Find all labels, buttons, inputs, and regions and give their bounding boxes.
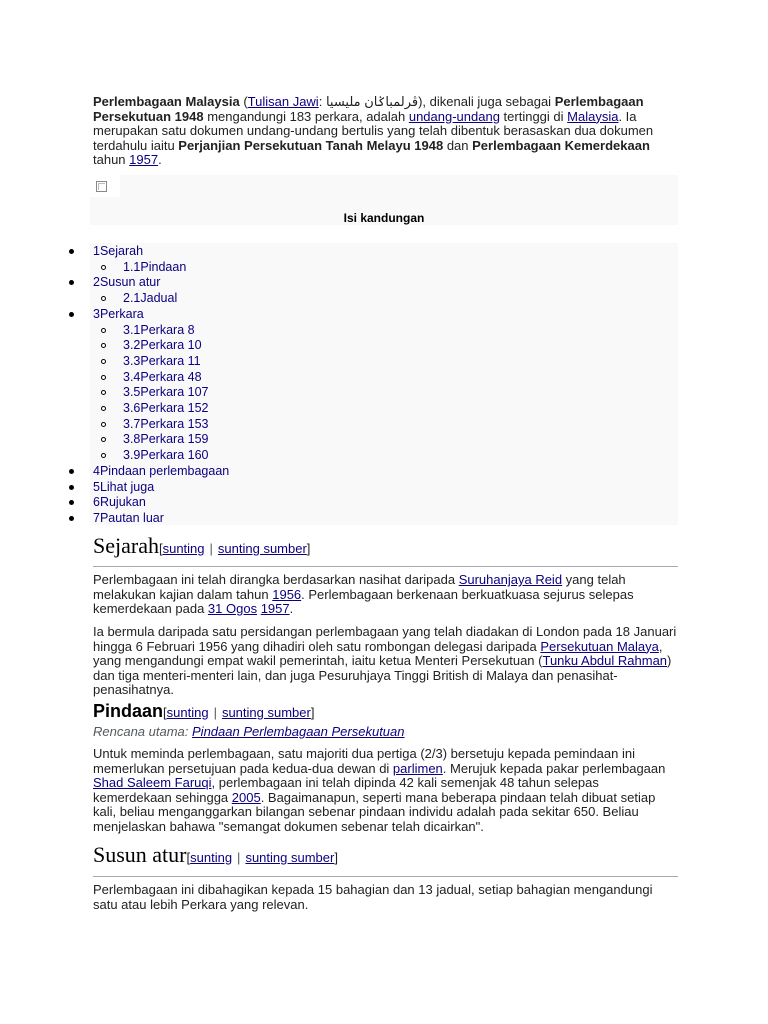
toc-item-number: 5 bbox=[93, 479, 100, 494]
sunting-link[interactable]: sunting bbox=[162, 541, 205, 556]
toc-item[interactable] bbox=[123, 370, 202, 384]
tunku-abdul-rahman-link[interactable]: Tunku Abdul Rahman bbox=[542, 653, 668, 669]
toc-item-number: 3.9 bbox=[123, 448, 141, 463]
edit-links: [sunting | sunting sumber] bbox=[158, 541, 311, 556]
undang-undang-link[interactable]: undang-undang bbox=[408, 108, 500, 124]
toc-item[interactable] bbox=[93, 275, 160, 289]
toc-item-label[interactable]: Perkara 8 bbox=[140, 322, 195, 337]
toc-item-label[interactable]: Perkara 48 bbox=[140, 369, 202, 384]
toc-item-label[interactable]: Sejarah bbox=[99, 244, 144, 258]
main-article-link[interactable]: Pindaan Perlembagaan Persekutuan bbox=[192, 724, 405, 739]
pindaan-paragraph: Untuk meminda perlembagaan, satu majoriti dua pertiga (2/3) bersetuju kepada pemindaan ini memerlukan persetujuan pada kedua-dua dewan di parlimen. Merujuk kepada pakar perlembagaan Shad Saleem Faruqi, perlembagaan ini telah dipinda 42 kali semenjak 48 tahun selepas kemerdekaan sehingga 2005. Bagaimanapun, seperti mana beberapa pindaan telah dibuat setiap kali, beliau menganggarkan bilangan sebenar pindaan individu adalah pada sekitar 650. Beliau menjelaskan bahawa "semangat dokumen sebenar telah dicairkan". bbox=[93, 746, 666, 834]
bullet-circle-icon bbox=[101, 359, 106, 364]
parlimen-link[interactable]: parlimen bbox=[392, 760, 443, 776]
toc-item-number: 3 bbox=[93, 306, 100, 321]
bullet-dot-icon bbox=[69, 312, 74, 317]
jawi-link[interactable]: Tulisan Jawi bbox=[247, 94, 319, 109]
heading-pindaan: Pindaan[sunting | sunting sumber] bbox=[93, 701, 315, 721]
toc-item[interactable] bbox=[123, 432, 209, 446]
toc-item[interactable] bbox=[123, 354, 201, 368]
sunting-sumber-link[interactable]: sunting sumber bbox=[217, 541, 307, 556]
toc-item-label[interactable]: Perkara 159 bbox=[140, 432, 209, 447]
main-article-note: Rencana utama: Pindaan Perlembagaan Persekutuan bbox=[93, 724, 405, 739]
toc-item-number: 2 bbox=[93, 275, 100, 290]
toc-item-number: 3.2 bbox=[123, 338, 141, 353]
bullet-circle-icon bbox=[101, 406, 106, 411]
edit-links: [sunting | sunting sumber] bbox=[186, 850, 338, 865]
toc-header bbox=[90, 175, 678, 225]
toc-item-number: 3.7 bbox=[123, 416, 141, 431]
toc-item[interactable] bbox=[123, 338, 202, 352]
toc-item-label[interactable]: Perkara 160 bbox=[140, 448, 209, 463]
toc-item-label[interactable]: Pindaan bbox=[140, 259, 187, 274]
toc-toggle[interactable] bbox=[90, 175, 120, 197]
bullet-circle-icon bbox=[101, 328, 106, 333]
article-title: Perlembagaan Malaysia bbox=[93, 94, 240, 109]
susun-atur-paragraph: Perlembagaan ini dibahagikan kepada 15 bahagian dan 13 jadual, setiap bahagian mengandungi satu atau lebih Perkara yang relevan. bbox=[93, 882, 653, 912]
sunting-sumber-link[interactable]: sunting sumber bbox=[221, 705, 311, 720]
bullet-circle-icon bbox=[101, 375, 106, 380]
sunting-link[interactable]: sunting bbox=[166, 705, 209, 720]
toc-item[interactable] bbox=[93, 464, 229, 478]
edit-links: [sunting | sunting sumber] bbox=[163, 705, 315, 720]
heading-divider bbox=[93, 876, 678, 877]
toc-item-label[interactable]: Jadual bbox=[140, 291, 178, 306]
toc-item[interactable] bbox=[93, 244, 143, 258]
toc-item-label[interactable]: Perkara bbox=[99, 306, 144, 321]
year-2005-link[interactable]: 2005 bbox=[231, 789, 261, 805]
toc-item[interactable] bbox=[123, 291, 177, 305]
heading-susun-atur: Susun atur[sunting | sunting sumber] bbox=[93, 842, 338, 867]
toc-item-label[interactable]: Rujukan bbox=[99, 495, 146, 510]
bullet-dot-icon bbox=[69, 280, 74, 285]
sunting-link[interactable]: sunting bbox=[190, 850, 233, 865]
toc-item-number: 3.3 bbox=[123, 353, 141, 368]
toc-item[interactable] bbox=[93, 495, 146, 509]
heading-sejarah: Sejarah[sunting | sunting sumber] bbox=[93, 533, 311, 558]
bullet-dot-icon bbox=[69, 249, 74, 254]
toc-item[interactable] bbox=[123, 401, 209, 415]
toc-item[interactable] bbox=[123, 385, 209, 399]
toc-item-number: 3.8 bbox=[123, 432, 141, 447]
bullet-dot-icon bbox=[69, 516, 74, 521]
checkbox-icon[interactable] bbox=[96, 181, 107, 192]
toc-item-label[interactable]: Lihat juga bbox=[99, 479, 155, 494]
toc-item-number: 6 bbox=[93, 495, 100, 510]
toc-item-label[interactable]: Perkara 153 bbox=[140, 416, 209, 431]
malaysia-link[interactable]: Malaysia bbox=[567, 108, 619, 124]
toc-item-number: 7 bbox=[93, 510, 100, 525]
31-ogos-link[interactable]: 31 Ogos bbox=[207, 601, 258, 617]
bullet-circle-icon bbox=[101, 265, 106, 270]
toc-item-number: 2.1 bbox=[123, 291, 141, 306]
toc-item-label[interactable]: Perkara 152 bbox=[140, 401, 209, 415]
sejarah-paragraph-2: Ia bermula daripada satu persidangan perlembagaan yang telah diadakan di London pada 18 Januari hingga 6 Februari 1956 yang dihadiri oleh satu rombongan delegasi daripada Persekutuan Malaya, yang mengandungi empat wakil pemerintah, iaitu ketua Menteri Persekutuan (Tunku Abdul Rahman) dan tiga menteri-menteri lain, dan juga Pesuruhjaya Tinggi British di Malaya dan penasihat-penasihatnya. bbox=[93, 624, 677, 698]
toc-item-number: 4 bbox=[93, 463, 100, 478]
toc-title: Isi kandungan bbox=[343, 211, 425, 225]
year-1956-link[interactable]: 1956 bbox=[272, 586, 302, 602]
toc-item-label[interactable]: Pautan luar bbox=[99, 510, 164, 525]
toc-item[interactable] bbox=[93, 307, 144, 321]
toc-item-number: 3.1 bbox=[123, 322, 141, 337]
toc-item-number: 3.4 bbox=[123, 369, 141, 384]
toc-item[interactable] bbox=[93, 511, 164, 525]
toc-item-label[interactable]: Susun atur bbox=[99, 275, 161, 290]
heading-divider bbox=[93, 566, 678, 567]
year-1957-link[interactable]: 1957 bbox=[129, 152, 159, 168]
bullet-dot-icon bbox=[69, 500, 74, 505]
toc-list bbox=[90, 243, 678, 525]
suruhanjaya-reid-link[interactable]: Suruhanjaya Reid bbox=[458, 572, 563, 587]
toc-item-label[interactable]: Perkara 10 bbox=[140, 338, 202, 353]
jawi-text: : ڤرلمباݢان مليسيا bbox=[318, 94, 419, 109]
bullet-dot-icon bbox=[69, 469, 74, 474]
bullet-circle-icon bbox=[101, 422, 106, 427]
toc-item[interactable] bbox=[123, 323, 195, 337]
toc-item-number: 1.1 bbox=[123, 259, 141, 274]
toc-item-number: 3.6 bbox=[123, 401, 141, 415]
toc-item-number: 3.5 bbox=[123, 385, 141, 400]
toc-item[interactable] bbox=[123, 260, 186, 274]
sejarah-paragraph-1: Perlembagaan ini telah dirangka berdasarkan nasihat daripada Suruhanjaya Reid yang telah melakukan kajian dalam tahun 1956. Perlembagaan berkenaan berkuatkuasa sejurus selepas kemerdekaan pada 31 Ogos 1957. bbox=[93, 572, 634, 617]
bullet-dot-icon bbox=[69, 485, 74, 490]
toc-item-label[interactable]: Perkara 107 bbox=[140, 385, 209, 400]
year-1957-link[interactable]: 1957 bbox=[260, 601, 290, 617]
toc-item-label[interactable]: Perkara 11 bbox=[140, 353, 201, 368]
shad-saleem-faruqi-link[interactable]: Shad Saleem Faruqi bbox=[93, 775, 212, 791]
toc-item[interactable] bbox=[123, 417, 209, 431]
intro-paragraph: Perlembagaan Malaysia (Tulisan Jawi: ڤرلمباݢان مليسيا), dikenali juga sebagai Perlembagaan Persekutuan 1948 mengandungi 183 perkara, adalah undang-undang tertinggi di Malaysia. Ia merupakan satu dokumen undang-undang bertulis yang telah dibentuk berasaskan dua dokumen terdahulu iaitu Perjanjian Persekutuan Tanah Melayu 1948 dan Perlembagaan Kemerdekaan tahun 1957. bbox=[93, 94, 654, 168]
sunting-sumber-link[interactable]: sunting sumber bbox=[245, 850, 335, 865]
toc-item-label[interactable]: Pindaan perlembagaan bbox=[99, 463, 230, 478]
toc-item[interactable] bbox=[123, 448, 209, 462]
toc-item[interactable] bbox=[93, 480, 154, 494]
toc-item-number: 1 bbox=[93, 244, 100, 258]
persekutuan-malaya-link[interactable]: Persekutuan Malaya bbox=[540, 638, 659, 654]
